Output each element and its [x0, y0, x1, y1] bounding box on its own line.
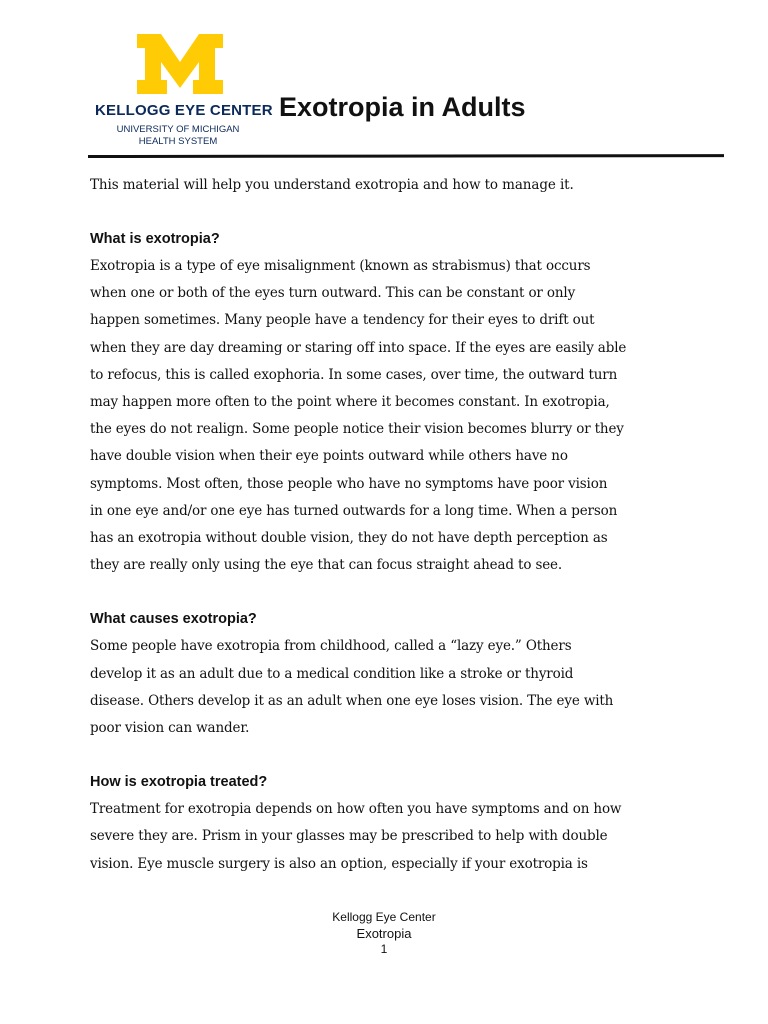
text-line: happen sometimes. Many people have a tendency for their eyes to drift out: [90, 312, 595, 329]
text-line: symptoms. Most often, those people who have no symptoms have poor vision: [90, 475, 608, 492]
block-m-icon: [135, 32, 225, 96]
text-line: Treatment for exotropia depends on how often you have symptoms and on how: [90, 801, 622, 818]
text-line: Exotropia is a type of eye misalignment (known as strabismus) that occurs: [90, 258, 591, 274]
kellogg-eye-center-logo: [95, 32, 273, 150]
footer-organization: Kellogg Eye Center: [332, 910, 436, 924]
text-line: the eyes do not realign. Some people notice their vision becomes blurry or they: [90, 421, 624, 438]
logo-university: UNIVERSITY OF MICHIGAN: [116, 124, 240, 135]
section-causes: [90, 606, 690, 742]
text-line: have double vision when their eye points outward while others have no: [90, 448, 568, 465]
text-line: develop it as an adult due to a medical condition like a stroke or thyroid: [90, 665, 574, 682]
logo-subtitle: [95, 124, 261, 148]
section-body: [90, 253, 690, 579]
text-line: to refocus, this is called exophoria. In some cases, over time, the outward turn: [90, 366, 618, 383]
page-footer: [0, 910, 768, 957]
section-heading: What is exotropia?: [90, 231, 220, 247]
text-line: they are really only using the eye that can focus straight ahead to see.: [90, 557, 563, 574]
section-body: [90, 633, 690, 742]
section-body: [90, 796, 690, 878]
header-divider: [88, 154, 724, 158]
section-heading: How is exotropia treated?: [90, 774, 268, 791]
page-number: 1: [380, 942, 388, 956]
document-header: [0, 0, 768, 170]
text-line: in one eye and/or one eye has turned outwards for a long time. When a person: [90, 502, 618, 519]
section-what-is: [90, 226, 690, 579]
text-line: has an exotropia without double vision, they do not have depth perception as: [90, 530, 608, 547]
text-line: may happen more often to the point where it becomes constant. In exotropia,: [90, 394, 610, 411]
text-line: vision. Eye muscle surgery is also an option, especially if your exotropia is: [90, 855, 588, 872]
document-body: [90, 172, 690, 878]
text-line: when they are day dreaming or staring off into space. If the eyes are easily able: [90, 339, 627, 356]
section-heading: What causes exotropia?: [90, 611, 257, 628]
text-line: when one or both of the eyes turn outward. This can be constant or only: [90, 285, 576, 302]
section-treatment: [90, 769, 690, 878]
intro-paragraph: This material will help you understand exotropia and how to manage it.: [90, 177, 574, 193]
text-line: poor vision can wander.: [90, 720, 250, 737]
logo-health-system: HEALTH SYSTEM: [138, 136, 218, 147]
text-line: Some people have exotropia from childhood, called a “lazy eye.” Others: [90, 638, 572, 655]
footer-topic: Exotropia: [356, 926, 412, 941]
logo-org-name: KELLOGG EYE CENTER: [95, 102, 273, 119]
text-line: severe they are. Prism in your glasses may be prescribed to help with double: [90, 828, 608, 845]
page-title: Exotropia in Adults: [279, 92, 526, 122]
text-line: disease. Others develop it as an adult when one eye loses vision. The eye with: [90, 692, 614, 709]
